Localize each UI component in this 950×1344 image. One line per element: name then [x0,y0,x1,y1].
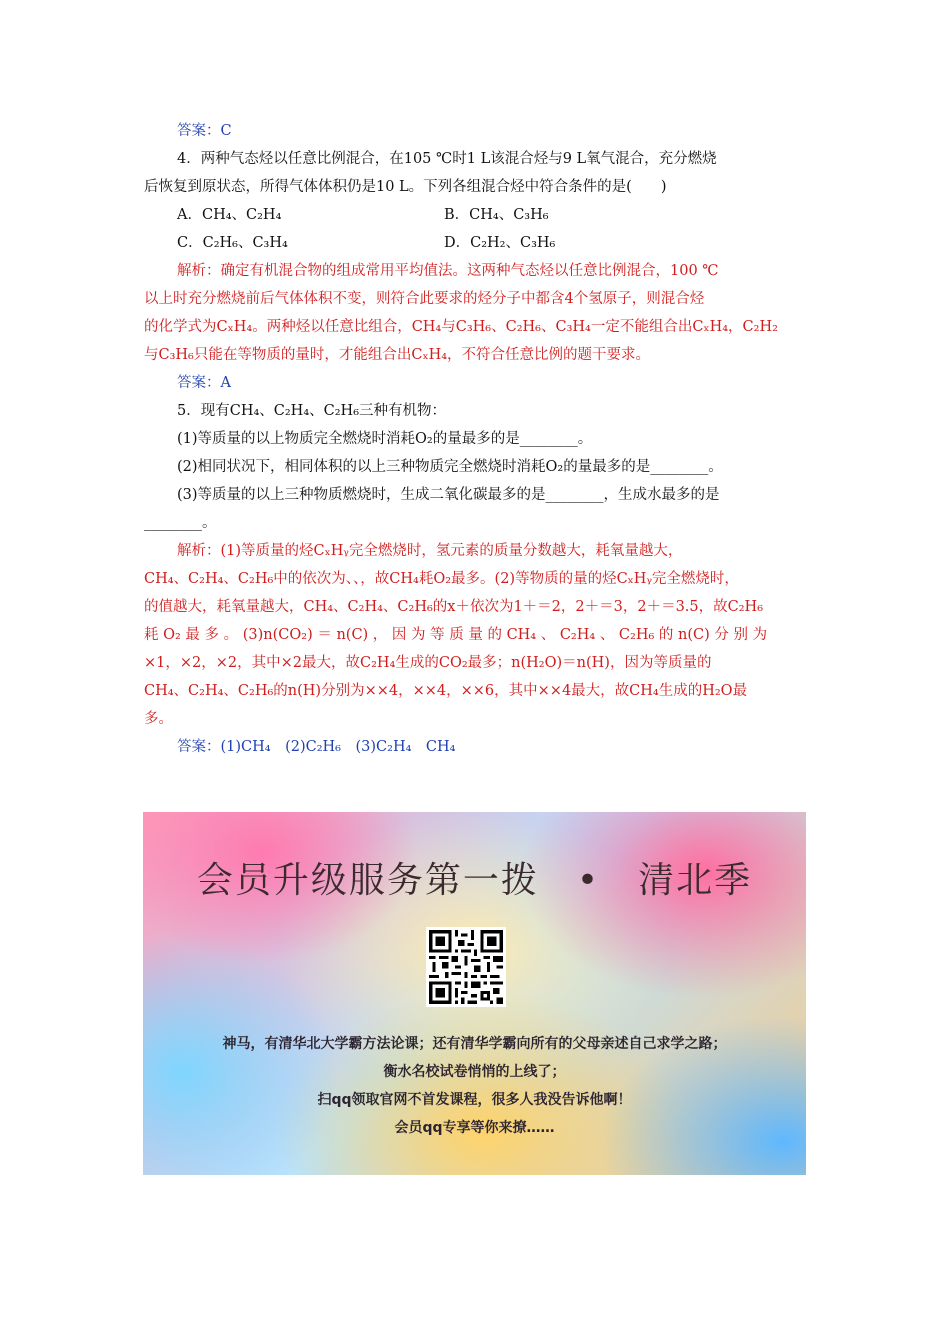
q4-options-row1 [144,201,808,229]
q5-analysis-line4: 耗 O₂ 最 多 。 (3)n(CO₂) ＝ n(C) ， 因 为 等 质 量 的 CH₄ 、 C₂H₄ 、 C₂H₆ 的 n(C) 分 别 为 [144,627,768,643]
banner-line4: 会员qq专享等你来撩…… [394,1120,555,1136]
q4-analysis-line1: 解析：确定有机混合物的组成常用平均值法。这两种气态烃以任意比例混合，100 ℃ [177,263,719,279]
q4-analysis-line2: 以上时充分燃烧前后气体体积不变，则符合此要求的烃分子中都含4个氢原子，则混合烃 [144,291,705,307]
q4-option-d: D．C₂H₂、C₃H₆ [444,235,556,251]
q5-analysis-line7: 多。 [144,711,173,727]
promo-banner [143,812,806,1175]
q4-options-row2 [144,229,808,257]
banner-line1: 神马，有清华北大学霸方法论课；还有清华学霸向所有的父母亲述自己求学之路； [222,1036,727,1052]
q5-answer: 答案：(1)CH₄ (2)C₂H₆ (3)C₂H₄ CH₄ [177,739,456,755]
q5-analysis-line2: CH₄、C₂H₄、C₂H₆中的依次为、、，故CH₄耗O₂最多。(2)等物质的量的烃CₓHᵧ完全燃烧时， [144,571,739,587]
q3-answer: 答案：C [177,123,232,139]
q4-answer: 答案：A [177,375,231,391]
q4-analysis-line4: 与C₃H₆只能在等物质的量时，才能组合出CₓH₄，不符合任意比例的题干要求。 [144,347,651,363]
q4-option-b: B．CH₄、C₃H₆ [444,207,549,223]
banner-text [143,1030,806,1142]
q4-option-a: A．CH₄、C₂H₄ [177,207,282,223]
q5-analysis-line1: 解析：(1)等质量的烃CₓHᵧ完全燃烧时，氢元素的质量分数越大，耗氧量越大， [177,543,683,559]
qr-code-icon[interactable] [426,927,506,1007]
q5-analysis-line5: ×1，×2，×2，其中×2最大，故C₂H₄生成的CO₂最多；n(H₂O)＝n(H)，因为等质量的 [144,655,712,671]
q4-stem-line1: 4．两种气态烃以任意比例混合，在105 ℃时1 L该混合烃与9 L氧气混合，充分燃烧 [177,151,717,167]
banner-line3: 扫qq领取官网不首发课程，很多人我没告诉他啊！ [317,1092,632,1108]
q5-analysis-line6: CH₄、C₂H₄、C₂H₆的n(H)分别为××4，××4，××6，其中××4最大，故CH₄生成的H₂O最 [144,683,748,699]
banner-title: 会员升级服务第一拨 • 清北季 [196,860,753,901]
q5-part3-line2: ________。 [144,515,217,531]
q5-part1: (1)等质量的以上物质完全燃烧时消耗O₂的量最多的是________。 [177,431,593,447]
q5-analysis-line3: 的值越大，耗氧量越大，CH₄、C₂H₄、C₂H₆的x＋依次为1＋＝2，2＋＝3，2＋＝3.5，故C₂H₆ [144,599,764,615]
q5-part2: (2)相同状况下，相同体积的以上三种物质完全燃烧时消耗O₂的量最多的是________。 [177,459,723,475]
q4-analysis-line3: 的化学式为CₓH₄。两种烃以任意比组合，CH₄与C₃H₆、C₂H₆、C₃H₄一定不能组合出CₓH₄，C₂H₂ [144,319,778,335]
q4-option-c: C．C₂H₆、C₃H₄ [177,235,288,251]
q4-stem-line2: 后恢复到原状态，所得气体体积仍是10 L。下列各组混合烃中符合条件的是( ) [144,179,667,195]
q5-stem: 5．现有CH₄、C₂H₄、C₂H₆三种有机物： [177,403,447,419]
banner-line2: 衡水名校试卷悄悄的上线了； [383,1064,566,1080]
document-content [144,117,808,761]
q5-part3-line1: (3)等质量的以上三种物质燃烧时，生成二氧化碳最多的是________，生成水最多的是 [177,487,720,503]
